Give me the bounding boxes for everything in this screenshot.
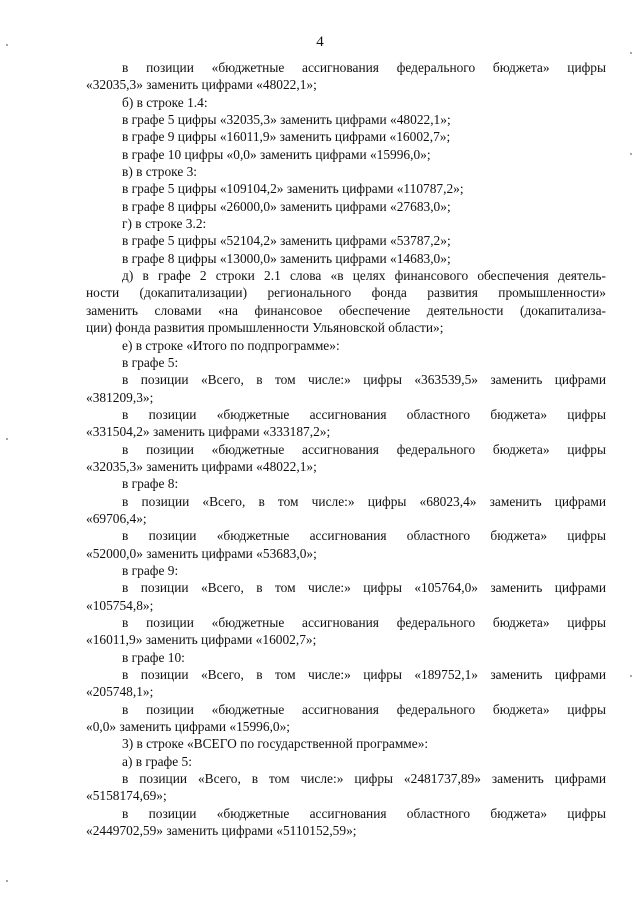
text-line: в позиции «Всего, в том числе:» цифры «2481737,89» заменить цифрами bbox=[122, 771, 606, 787]
text-line: «381209,3»; bbox=[86, 389, 154, 405]
text-line: «16011,9» заменить цифрами «16002,7»; bbox=[86, 632, 317, 648]
text-line: в) в строке 3: bbox=[122, 164, 198, 180]
text-line: «2449702,59» заменить цифрами «5110152,59»; bbox=[86, 823, 357, 839]
text-line: «69706,4»; bbox=[86, 510, 147, 526]
text-line: в графе 8 цифры «26000,0» заменить цифрами «27683,0»; bbox=[122, 198, 451, 214]
text-line: а) в графе 5: bbox=[122, 753, 192, 769]
text-line: в позиции «бюджетные ассигнования федерального бюджета» цифры bbox=[122, 615, 606, 630]
page-number: 4 bbox=[316, 34, 324, 50]
text-line: в графе 8: bbox=[122, 476, 179, 492]
text-line: «0,0» заменить цифрами «15996,0»; bbox=[86, 719, 291, 735]
text-line: в графе 5 цифры «32035,3» заменить цифрами «48022,1»; bbox=[122, 112, 451, 128]
text-line: в позиции «бюджетные ассигнования областного бюджета» цифры bbox=[122, 406, 606, 422]
text-line: в графе 8 цифры «13000,0» заменить цифрами «14683,0»; bbox=[122, 250, 451, 266]
document-body bbox=[86, 59, 606, 839]
text-line: в графе 10: bbox=[122, 649, 185, 665]
text-line: б) в строке 1.4: bbox=[122, 94, 208, 110]
text-line: в позиции «бюджетные ассигнования федерального бюджета» цифры bbox=[122, 701, 606, 717]
text-line: в позиции «Всего, в том числе:» цифры «189752,1» заменить цифрами bbox=[122, 667, 606, 683]
text-line: в позиции «бюджетные ассигнования областного бюджета» цифры bbox=[122, 805, 606, 821]
text-line: д) в графе 2 строки 2.1 слова «в целях финансового обеспечения деятель- bbox=[122, 268, 606, 284]
text-line: в позиции «бюджетные ассигнования федерального бюджета» цифры bbox=[122, 60, 606, 75]
scan-speck bbox=[6, 44, 8, 46]
text-line: в позиции «Всего, в том числе:» цифры «363539,5» заменить цифрами bbox=[122, 372, 606, 388]
scan-speck bbox=[630, 675, 632, 677]
text-line: в графе 5 цифры «109104,2» заменить цифрами «110787,2»; bbox=[122, 181, 464, 197]
text-line: в графе 5: bbox=[122, 354, 179, 370]
text-line: в графе 9 цифры «16011,9» заменить цифрами «16002,7»; bbox=[122, 129, 451, 145]
text-line: в позиции «Всего, в том числе:» цифры «105764,0» заменить цифрами bbox=[122, 580, 606, 596]
text-line: в графе 5 цифры «52104,2» заменить цифрами «53787,2»; bbox=[122, 233, 451, 249]
text-line: «52000,0» заменить цифрами «53683,0»; bbox=[86, 545, 317, 561]
text-line: в позиции «бюджетные ассигнования федерального бюджета» цифры bbox=[122, 441, 606, 457]
text-line: ции) фонда развития промышленности Ульяновской области»; bbox=[86, 320, 444, 336]
text-line: в графе 10 цифры «0,0» заменить цифрами «15996,0»; bbox=[122, 146, 431, 162]
text-line: «5158174,69»; bbox=[86, 788, 167, 804]
text-line: «105754,8»; bbox=[86, 597, 154, 613]
text-line: в позиции «Всего, в том числе:» цифры «68023,4» заменить цифрами bbox=[122, 493, 606, 509]
text-line: «205748,1»; bbox=[86, 684, 154, 700]
text-line: «331504,2» заменить цифрами «333187,2»; bbox=[86, 424, 331, 440]
text-line: «32035,3» заменить цифрами «48022,1»; bbox=[86, 458, 317, 474]
scan-speck bbox=[6, 438, 8, 440]
scan-speck bbox=[630, 52, 632, 54]
text-line: г) в строке 3.2: bbox=[122, 216, 207, 232]
text-line: в позиции «бюджетные ассигнования областного бюджета» цифры bbox=[122, 528, 606, 544]
scan-speck bbox=[6, 880, 8, 882]
text-line: в графе 9: bbox=[122, 562, 179, 578]
text-line: заменить словами «на финансовое обеспечение деятельности (докапитализа- bbox=[86, 302, 606, 318]
text-line: ности (докапитализации) регионального фонда развития промышленности» bbox=[86, 285, 606, 301]
scan-speck bbox=[630, 153, 632, 155]
text-line: е) в строке «Итого по подпрограмме»: bbox=[122, 337, 340, 353]
text-line: 3) в строке «ВСЕГО по государственной программе»: bbox=[122, 736, 429, 752]
text-line: «32035,3» заменить цифрами «48022,1»; bbox=[86, 77, 317, 93]
